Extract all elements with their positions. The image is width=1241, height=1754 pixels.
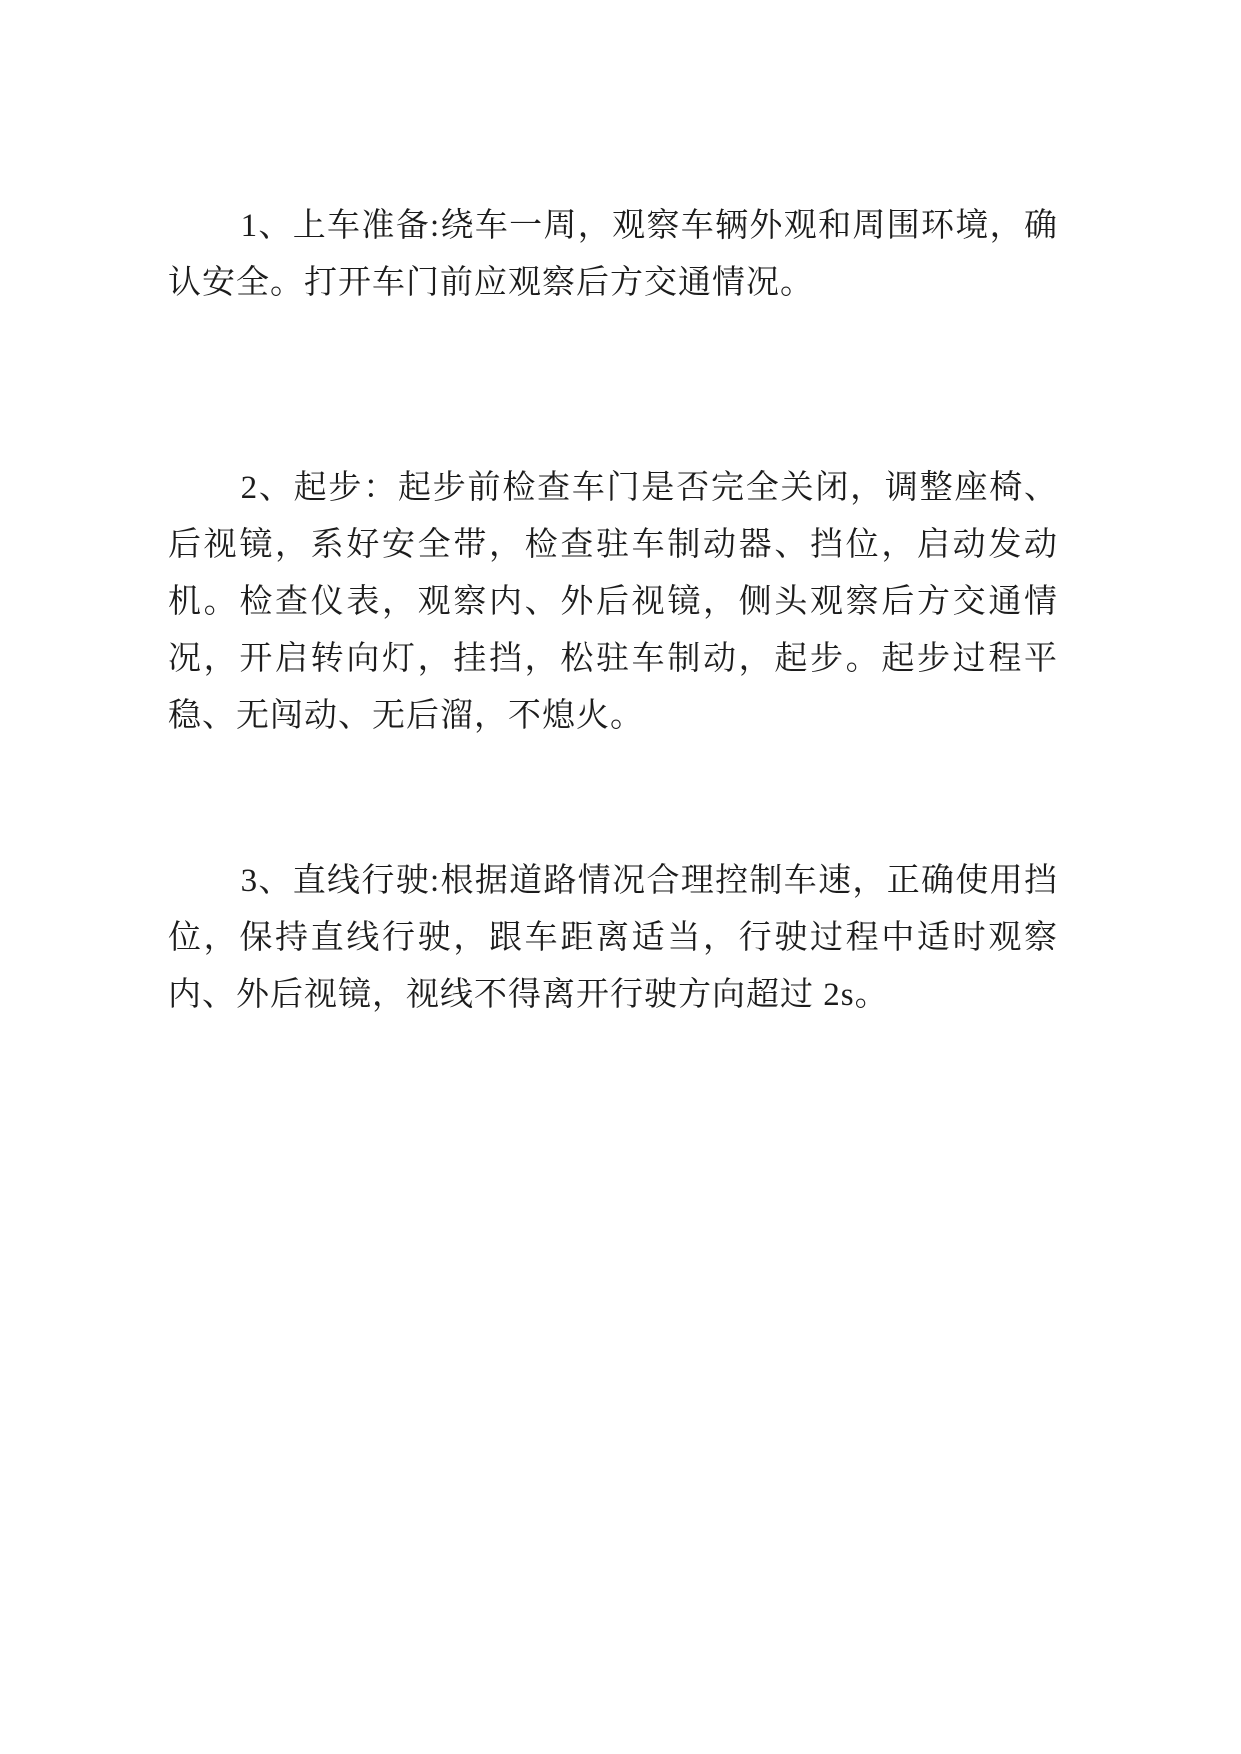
paragraph-straight-driving: 3、直线行驶:根据道路情况合理控制车速，正确使用挡位，保持直线行驶，跟车距离适当，行驶过程中适时观察内、外后视镜，视线不得离开行驶方向超过 2s。 [168,863,1058,1013]
paragraph-starting-off: 2、起步：起步前检查车门是否完全关闭，调整座椅、后视镜，系好安全带，检查驻车制动器、挡位，启动发动机。检查仪表，观察内、外后视镜，侧头观察后方交通情况，开启转向灯，挂挡，松驻车制动，起步。起步过程平稳、无闯动、无后溜，不熄火。 [168,470,1058,734]
paragraph-boarding-preparation: 1、上车准备:绕车一周，观察车辆外观和周围环境，确认安全。打开车门前应观察后方交通情况。 [168,208,1058,301]
